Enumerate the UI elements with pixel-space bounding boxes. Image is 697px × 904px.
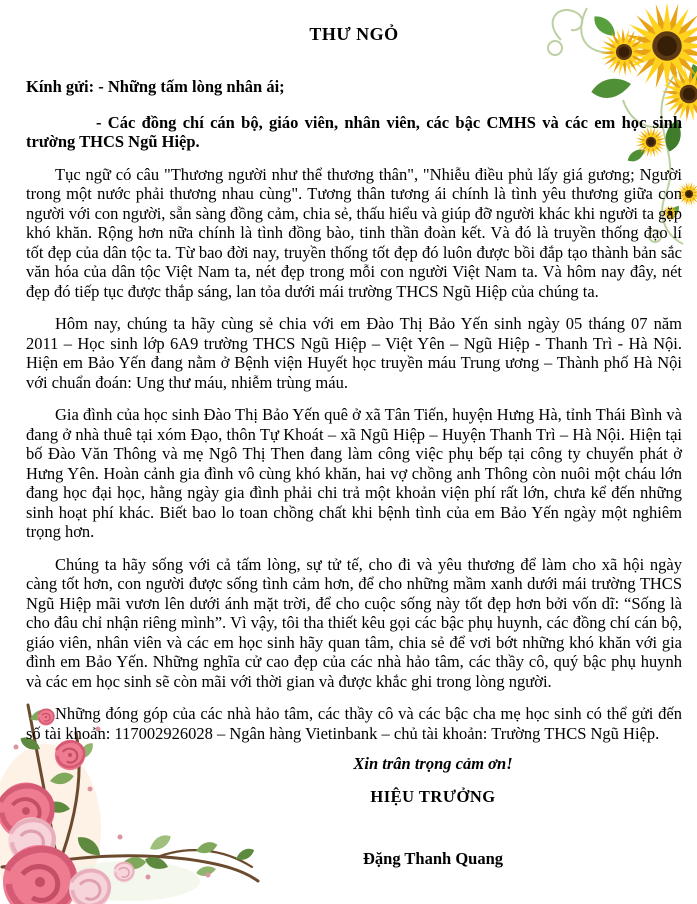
paragraph-proverb: Tục ngữ có câu "Thương người như thể thương thân", "Nhiễu điều phủ lấy giá gương; Người trong một nước phải thương nhau cùng". Tương thân tương ái chính là tình yêu thương giữa con người với con người, sẵn sàng đồng cảm, chia sẻ, thấu hiểu và giúp đỡ người khác khi người ta gặp khó khăn. Rộng hơn nữa chính là tình đồng bào, tinh thần đoàn kết. Và đó là truyền thống đạo lí tốt đẹp của dân tộc ta. Từ bao đời nay, truyền thống tốt đẹp đó luôn được bồi đắp tạo thành bản sắc văn hóa của dân tộc Việt Nam ta, nét đẹp trong mỗi con người Việt Nam ta. Và hôm nay đây, nét đẹp đó tiếp tục được thắp sáng, lan tỏa dưới mái trường THCS Ngũ Hiệp của chúng ta. [26, 164, 682, 301]
paragraph-student-info: Hôm nay, chúng ta hãy cùng sẻ chia với em Đào Thị Bảo Yến sinh ngày 05 tháng 07 năm 2011 – Học sinh lớp 6A9 trường THCS Ngũ Hiệp – Việt Yên – Ngũ Hiệp - Thanh Trì - Hà Nội. Hiện em Bảo Yến đang nằm ở Bệnh viện Huyết học truyền máu Trung ương – Thành phố Hà Nội với chuẩn đoán: Ung thư máu, nhiễm trùng máu. [26, 314, 682, 392]
paragraph-family-situation: Gia đình của học sinh Đào Thị Bảo Yến quê ở xã Tân Tiến, huyện Hưng Hà, tỉnh Thái Bình và đang ở nhà thuê tại xóm Đạo, thôn Tự Khoát – xã Ngũ Hiệp – Huyện Thanh Trì – Hà Nội. Hiện tại bố Đào Văn Thông và mẹ Ngô Thị Then đang làm công việc phụ bếp tại công ty chuyển phát ở Hưng Yên. Hoàn cảnh gia đình vô cùng khó khăn, hai vợ chồng anh Thông còn nuôi một cháu lớn đang học đại học, hằng ngày gia đình phải chi trả một khoản viện phí rất lớn, chưa kể đến những sinh hoạt phí khác. Biết bao lo toan chồng chất khi bệnh tình của em Bảo Yến ngày một nghiêm trọng hơn. [26, 405, 682, 541]
page-title: THƯ NGỎ [309, 24, 399, 44]
signature-block [184, 754, 682, 869]
signer-title: HIỆU TRƯỞNG [370, 786, 496, 806]
paragraph-appeal: Chúng ta hãy sống với cả tấm lòng, sự tử tế, cho đi và yêu thương để làm cho xã hội ngày càng tốt hơn, con người được sống tình cảm hơn, để cho những mầm xanh dưới mái trường THCS Ngũ Hiệp mãi vươn lên dưới ánh mặt trời, để cho cuộc sống này tốt đẹp hơn bởi vốn dĩ: “Sống là cho đâu chỉ nhận riêng mình”. Vì vậy, tôi tha thiết kêu gọi các bậc phụ huynh, các đồng chí cán bộ, giáo viên, nhân viên và các em học sinh hãy quan tâm, chia sẻ để vơi bớt những khó khăn với gia đình em Bảo Yến. Những nghĩa cử cao đẹp của các nhà hảo tâm, các thầy cô, quý bậc phụ huynh và các em học sinh sẽ còn mãi với thời gian và được khắc ghi trong lòng người. [26, 554, 682, 691]
salutation-line-2: - Các đồng chí cán bộ, giáo viên, nhân viên, các bậc CMHS và các em học sinh trường THCS Ngũ Hiệp. [26, 112, 682, 151]
signer-name: Đặng Thanh Quang [362, 849, 504, 868]
salutation-line-1: Kính gửi: - Những tấm lòng nhân ái; [26, 77, 285, 96]
thanks-line: Xin trân trọng cảm ơn! [353, 754, 513, 773]
paragraph-bank-account: Những đóng góp của các nhà hảo tâm, các thầy cô và các bậc cha mẹ học sinh có thể gửi đến số tài khoản: 117002926028 – Ngân hàng Vietinbank – chủ tài khoản: Trường THCS Ngũ Hiệp. [26, 704, 682, 743]
